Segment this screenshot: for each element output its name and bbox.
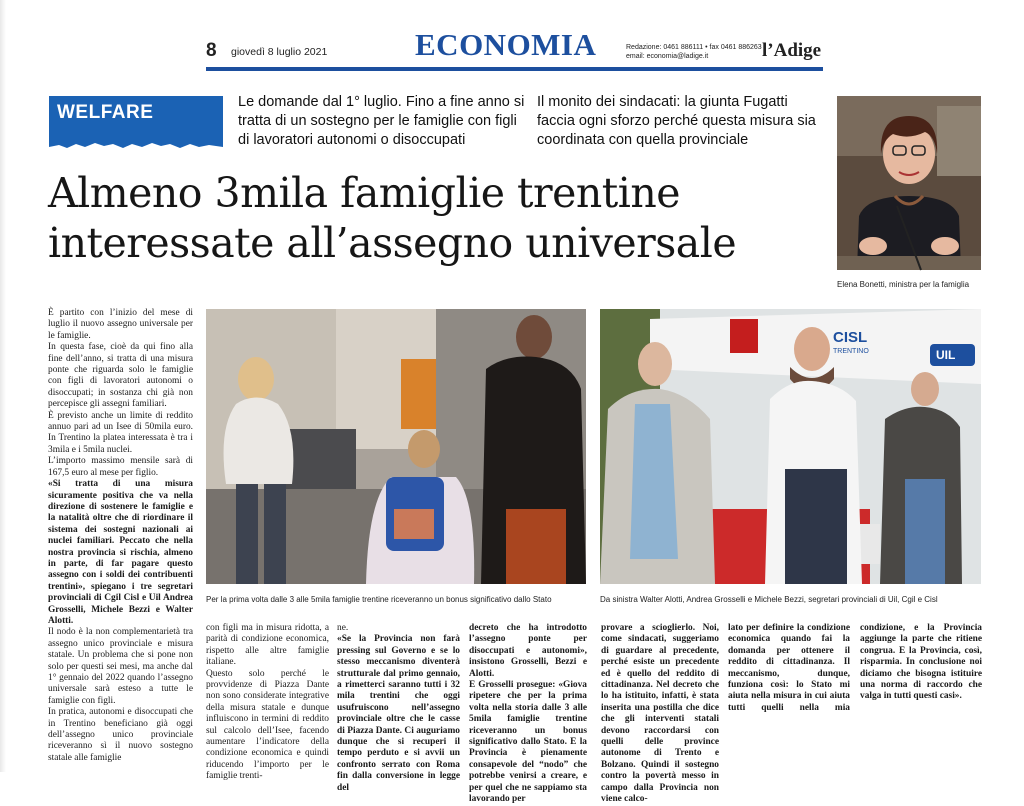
portrait-photo (837, 96, 981, 270)
body-paragraph-quote: E Grosselli prosegue: «Giova ripetere che per la prima volta nella storia dalle 3 alle 5mila famiglie trentine riceveranno un bonus significativo dallo Stato. E la Provincia è pienamente consapevole del “nodo” che potrebbe venirsi a creare, e per quel che ne sappiamo sta lavorando per (469, 680, 587, 805)
body-column-2 (206, 623, 329, 782)
page-number: 8 (206, 40, 217, 61)
unions-photo (600, 309, 981, 584)
cisl-banner (833, 331, 869, 359)
body-paragraph: Questo solo perché le provvidenze di Piazza Dante non sono considerate integrative della misura statale e dunque influiscono in termini di reddito sul calcolo dell’Isee, facendo aumentare l’indicatore della condizione economica e quindi riducendo l’importo per le famiglie trenti- (206, 668, 329, 782)
headline (48, 168, 838, 268)
body-paragraph-quote: «Se la Provincia non farà pressing sul Governo e se lo stesso meccanismo diventerà strutturale dal primo gennaio, a rimetterci saranno tutti i 32 mila trentini che oggi usufruiscono nell’assegno provinciale oltre che le casse di Piazza Dante. Ci auguriamo dunque che si recuperi il tempo perduto e si avvii un confronto serrato con Roma fin dalla conversione in legge del (337, 634, 460, 793)
body-column-1 (48, 308, 193, 768)
headline-line-2: interessate all’assegno universale (48, 219, 737, 267)
torn-edge-graphic (49, 138, 223, 154)
body-paragraph: L’importo massimo mensile sarà di 167,5 euro al mese per figlio. (48, 456, 193, 478)
body-paragraph: Il nodo è la non complementarietà tra assegno unico provinciale e misura statale. Un problema che si pone non solo per questi sei mesi, ma anche dal 1° gennaio del 2022 quando l’assegno universale sarà esteso a tutte le famiglie con figli. (48, 627, 193, 706)
photo-caption-street: Per la prima volta dalle 3 alle 5mila famiglie trentine riceveranno un bonus significativo dallo Stato (206, 595, 552, 604)
street-photo (206, 309, 586, 584)
cisl-banner-sub: TRENTINO (833, 348, 869, 355)
body-paragraph-quote: decreto che ha introdotto l’assegno ponte per disoccupati e autonomi», insistono Grosselli, Bezzi e Alotti. (469, 623, 587, 679)
body-column-4 (469, 623, 587, 805)
portrait-illustration (837, 96, 981, 270)
body-paragraph: ne. (337, 623, 349, 633)
body-paragraph: È partito con l’inizio del mese di luglio il nuovo assegno universale per le famiglie. (48, 308, 193, 341)
body-paragraph-quote: provare a scioglierlo. Noi, come sindacati, suggeriamo di guardare al precedente, perché esiste un precedente ed è quello del reddito di cittadinanza. Nel decreto che lo ha istituito, infatti, è stata inserita una postilla che dice che gli interventi statali devono raccordarsi con quelli delle province autonome di Trento e Bolzano. Quindi il sostegno contro la povertà messo in campo dalla Provincia non viene calco- (601, 623, 719, 805)
body-column-3 (337, 623, 460, 793)
contact-info (626, 43, 762, 61)
body-column-6 (728, 623, 982, 769)
kicker-left: Le domande dal 1° luglio. Fino a fine anno si tratta di un sostegno per le famiglie con figli di lavoratori autonomi o disoccupati (238, 94, 525, 148)
headline-line-1: Almeno 3mila famiglie trentine (48, 169, 681, 217)
body-paragraph-quote: «Si tratta di una misura sicuramente positiva che va nella direzione di sostenere le famiglie e la natalità oltre che di riordinare il sistema dei sostegni nazionali ai nuclei familiari. Peccato che nella nostra provincia si rischia, almeno in parte, di far pagare questo assegno con i soldi dei contribuenti trentini», spiegano i tre segretari provinciali di Cgil Cisl e Uil Andrea Grosselli, Michele Bezzi e Walter Alotti. (48, 479, 193, 626)
body-column-5 (601, 623, 719, 805)
street-illustration (206, 309, 586, 584)
section-tag (49, 96, 223, 154)
cisl-banner-label: CISL (833, 329, 868, 346)
contact-email: email: economia@ladige.it (626, 53, 709, 60)
contact-phone: Redazione: 0461 886111 • fax 0461 886263 (626, 44, 762, 51)
issue-date: giovedì 8 luglio 2021 (231, 46, 328, 58)
kicker-right: Il monito dei sindacati: la giunta Fugatti faccia ogni sforzo perché questa misura sia coordinata con quella provinciale (537, 94, 816, 148)
photo-caption-unions: Da sinistra Walter Alotti, Andrea Grosselli e Michele Bezzi, segretari provinciali di Uil, Cgil e Cisl (600, 595, 938, 604)
body-paragraph-quote: lato per definire la condizione economica quando fai la domanda per ottenere il reddito di cittadinanza. Il meccanismo, dunque, funziona così: lo Stato mi aiuta nella misura in cui aiuta tutti quelli nella mia condizione, e la Provincia aggiunge la parte che ritiene congrua. E la Provincia, così, risparmia. In conclusione noi diciamo che bisogna istituire una norma di raccordo che valga in tutti questi casi». (728, 623, 982, 713)
header-rule (206, 67, 823, 71)
section-title: ECONOMIA (415, 27, 597, 62)
body-paragraph: In pratica, autonomi e disoccupati che in Trentino beneficiano già oggi dell’assegno unico provinciale riceveranno sì il nuovo sostegno statale alle famiglie (48, 707, 193, 763)
newspaper-masthead: l’Adige (762, 40, 822, 61)
page-gutter (0, 0, 6, 772)
uil-banner-label: UIL (936, 348, 956, 362)
portrait-caption: Elena Bonetti, ministra per la famiglia (837, 280, 970, 289)
body-paragraph: In questa fase, cioè da qui fino alla fine dell’anno, si tratta di una misura ponte che riguarda solo le famiglie con figli di lavoratori autonomi o disoccupati; in sostanza chi già non percepisce gli assegni familiari. (48, 342, 193, 410)
body-paragraph: con figli ma in misura ridotta, a parità di condizione economica, rispetto alle altre famiglie italiane. (206, 623, 329, 668)
body-paragraph: È previsto anche un limite di reddito annuo pari ad un Isee di 50mila euro. In Trentino la platea interessata è tra i 3mila e i 5mila nuclei. (48, 410, 193, 455)
section-tag-label: WELFARE (57, 102, 154, 123)
unions-illustration (600, 309, 981, 584)
